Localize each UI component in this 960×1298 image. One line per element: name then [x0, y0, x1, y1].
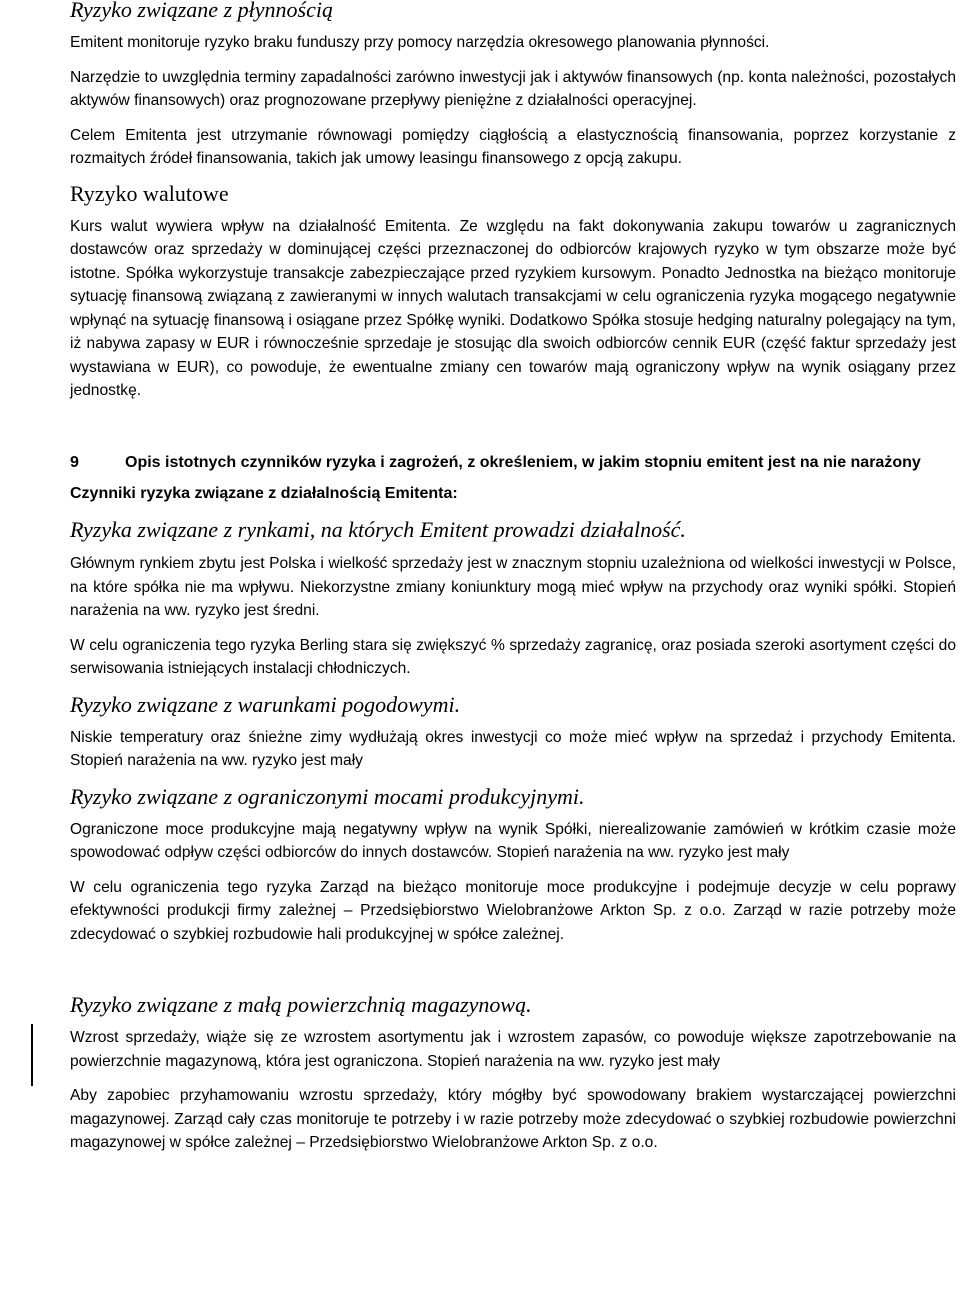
warehouse-risk-paragraph-1: Wzrost sprzedaży, wiąże się ze wzrostem asortymentu jak i wzrostem zapasów, co powoduje większe zapotrzebowanie na powierzchnie magazynową, która jest ograniczona. Stopień narażenia na ww. ryzyko jest mały — [70, 1029, 956, 1070]
revision-change-bar — [31, 1024, 33, 1086]
production-capacity-risk-heading: Ryzyko związane z ograniczonymi mocami produkcyjnymi. — [70, 783, 585, 809]
market-risk-paragraph-1: Głównym rynkiem zbytu jest Polska i wielkość sprzedaży jest w znacznym stopniu uzależniona od wielkości inwestycji w Polsce, na które spółka nie ma wpływu. Niekorzystne zmiany koniunktury mogą mieć wpływ na przychody oraz wyniki spółki. Stopień narażenia na ww. ryzyko jest średni. — [70, 555, 956, 619]
section-title: Opis istotnych czynników ryzyka i zagrożeń, z określeniem, w jakim stopniu emitent jest na nie narażony — [125, 453, 921, 471]
weather-risk-paragraph: Niskie temperatury oraz śnieżne zimy wydłużają okres inwestycji co może mieć wpływ na sprzedaż i przychody Emitenta. Stopień narażenia na ww. ryzyko jest mały — [70, 728, 956, 769]
liquidity-risk-heading: Ryzyko związane z płynnością — [70, 0, 333, 22]
market-risk-heading: Ryzyka związane z rynkami, na których Emitent prowadzi działalność. — [70, 517, 686, 542]
risk-factors-subtitle: Czynniki ryzyka związane z działalnością Emitenta: — [70, 485, 458, 502]
liquidity-risk-paragraph-1: Emitent monitoruje ryzyko braku funduszy przy pomocy narzędzia okresowego planowania płynności. — [70, 34, 770, 51]
production-capacity-paragraph-2: W celu ograniczenia tego ryzyka Zarząd na bieżąco monitoruje moce produkcyjne i podejmuje decyzje w celu poprawy efektywności produkcji firmy zależnej – Przedsiębiorstwo Wielobranżowe Arkton Sp. z o.o. Zarząd w razie potrzeby może zdecydować o szybkiej rozbudowie hali produkcyjnej w spółce zależnej. — [70, 878, 956, 943]
section-number: 9 — [70, 453, 79, 471]
document-page — [70, 0, 956, 1155]
weather-risk-heading: Ryzyko związane z warunkami pogodowymi. — [70, 691, 461, 717]
liquidity-risk-paragraph-3: Celem Emitenta jest utrzymanie równowagi pomiędzy ciągłością a elastycznością finansowania, poprzez korzystanie z rozmaitych źródeł finansowania, takich jak umowy leasingu finansowego z opcją zakupu. — [70, 126, 956, 167]
production-capacity-paragraph-1: Ograniczone moce produkcyjne mają negatywny wpływ na wynik Spółki, nierealizowanie zamówień w krótkim czasie może spowodować odpływ części odbiorców do innych dostawców. Stopień narażenia na ww. ryzyko jest mały — [70, 820, 956, 861]
liquidity-risk-paragraph-2: Narzędzie to uwzględnia terminy zapadalności zarówno inwestycji jak i aktywów finansowych (np. konta należności, pozostałych aktywów finansowych) oraz prognozowane przepływy pieniężne z działalności operacyjnej. — [70, 68, 956, 109]
section-9-heading — [70, 452, 956, 475]
warehouse-risk-heading: Ryzyko związane z małą powierzchnią magazynową. — [70, 992, 532, 1017]
currency-risk-heading: Ryzyko walutowe — [70, 180, 229, 206]
market-risk-paragraph-2: W celu ograniczenia tego ryzyka Berling stara się zwiększyć % sprzedaży zagranicę, oraz posiada szeroki asortyment części do serwisowania istniejących instalacji chłodniczych. — [70, 636, 956, 677]
currency-risk-paragraph: Kurs walut wywiera wpływ na działalność Emitenta. Ze względu na fakt dokonywania zakupu towarów u zagranicznych dostawców oraz sprzedaży w dominującej części przeznaczonej do odbiorców krajowych ryzyko w tym obszarze może być istotne. Spółka wykorzystuje transakcje zabezpieczające przed ryzykiem kursowym. Ponadto Jednostka na bieżąco monitoruje sytuację finansową związaną z zawieranymi w innych walutach transakcjami w celu ograniczenia ryzyka mogącego negatywnie wpłynąć na sytuację finansową i osiągane przez Spółkę wyniki. Dodatkowo Spółka stosuje hedging naturalny polegający na tym, iż nabywa zapasy w EUR i równocześnie sprzedaje je stosując dla swoich odbiorców cennik EUR (część faktur sprzedaży jest wystawiana w EUR), co powoduje, że ewentualne zmiany cen towarów mają ograniczony wpływ na wynik osiągany przez jednostkę. — [70, 217, 956, 399]
warehouse-risk-paragraph-2: Aby zapobiec przyhamowaniu wzrostu sprzedaży, który mógłby być spowodowany brakiem wystarczającej powierzchni magazynowej. Zarząd cały czas monitoruje te potrzeby i w razie potrzeby może zdecydować o szybkiej rozbudowie powierzchni magazynowej w spółce zależnej – Przedsiębiorstwo Wielobranżowe Arkton Sp. z o.o. — [70, 1087, 956, 1151]
